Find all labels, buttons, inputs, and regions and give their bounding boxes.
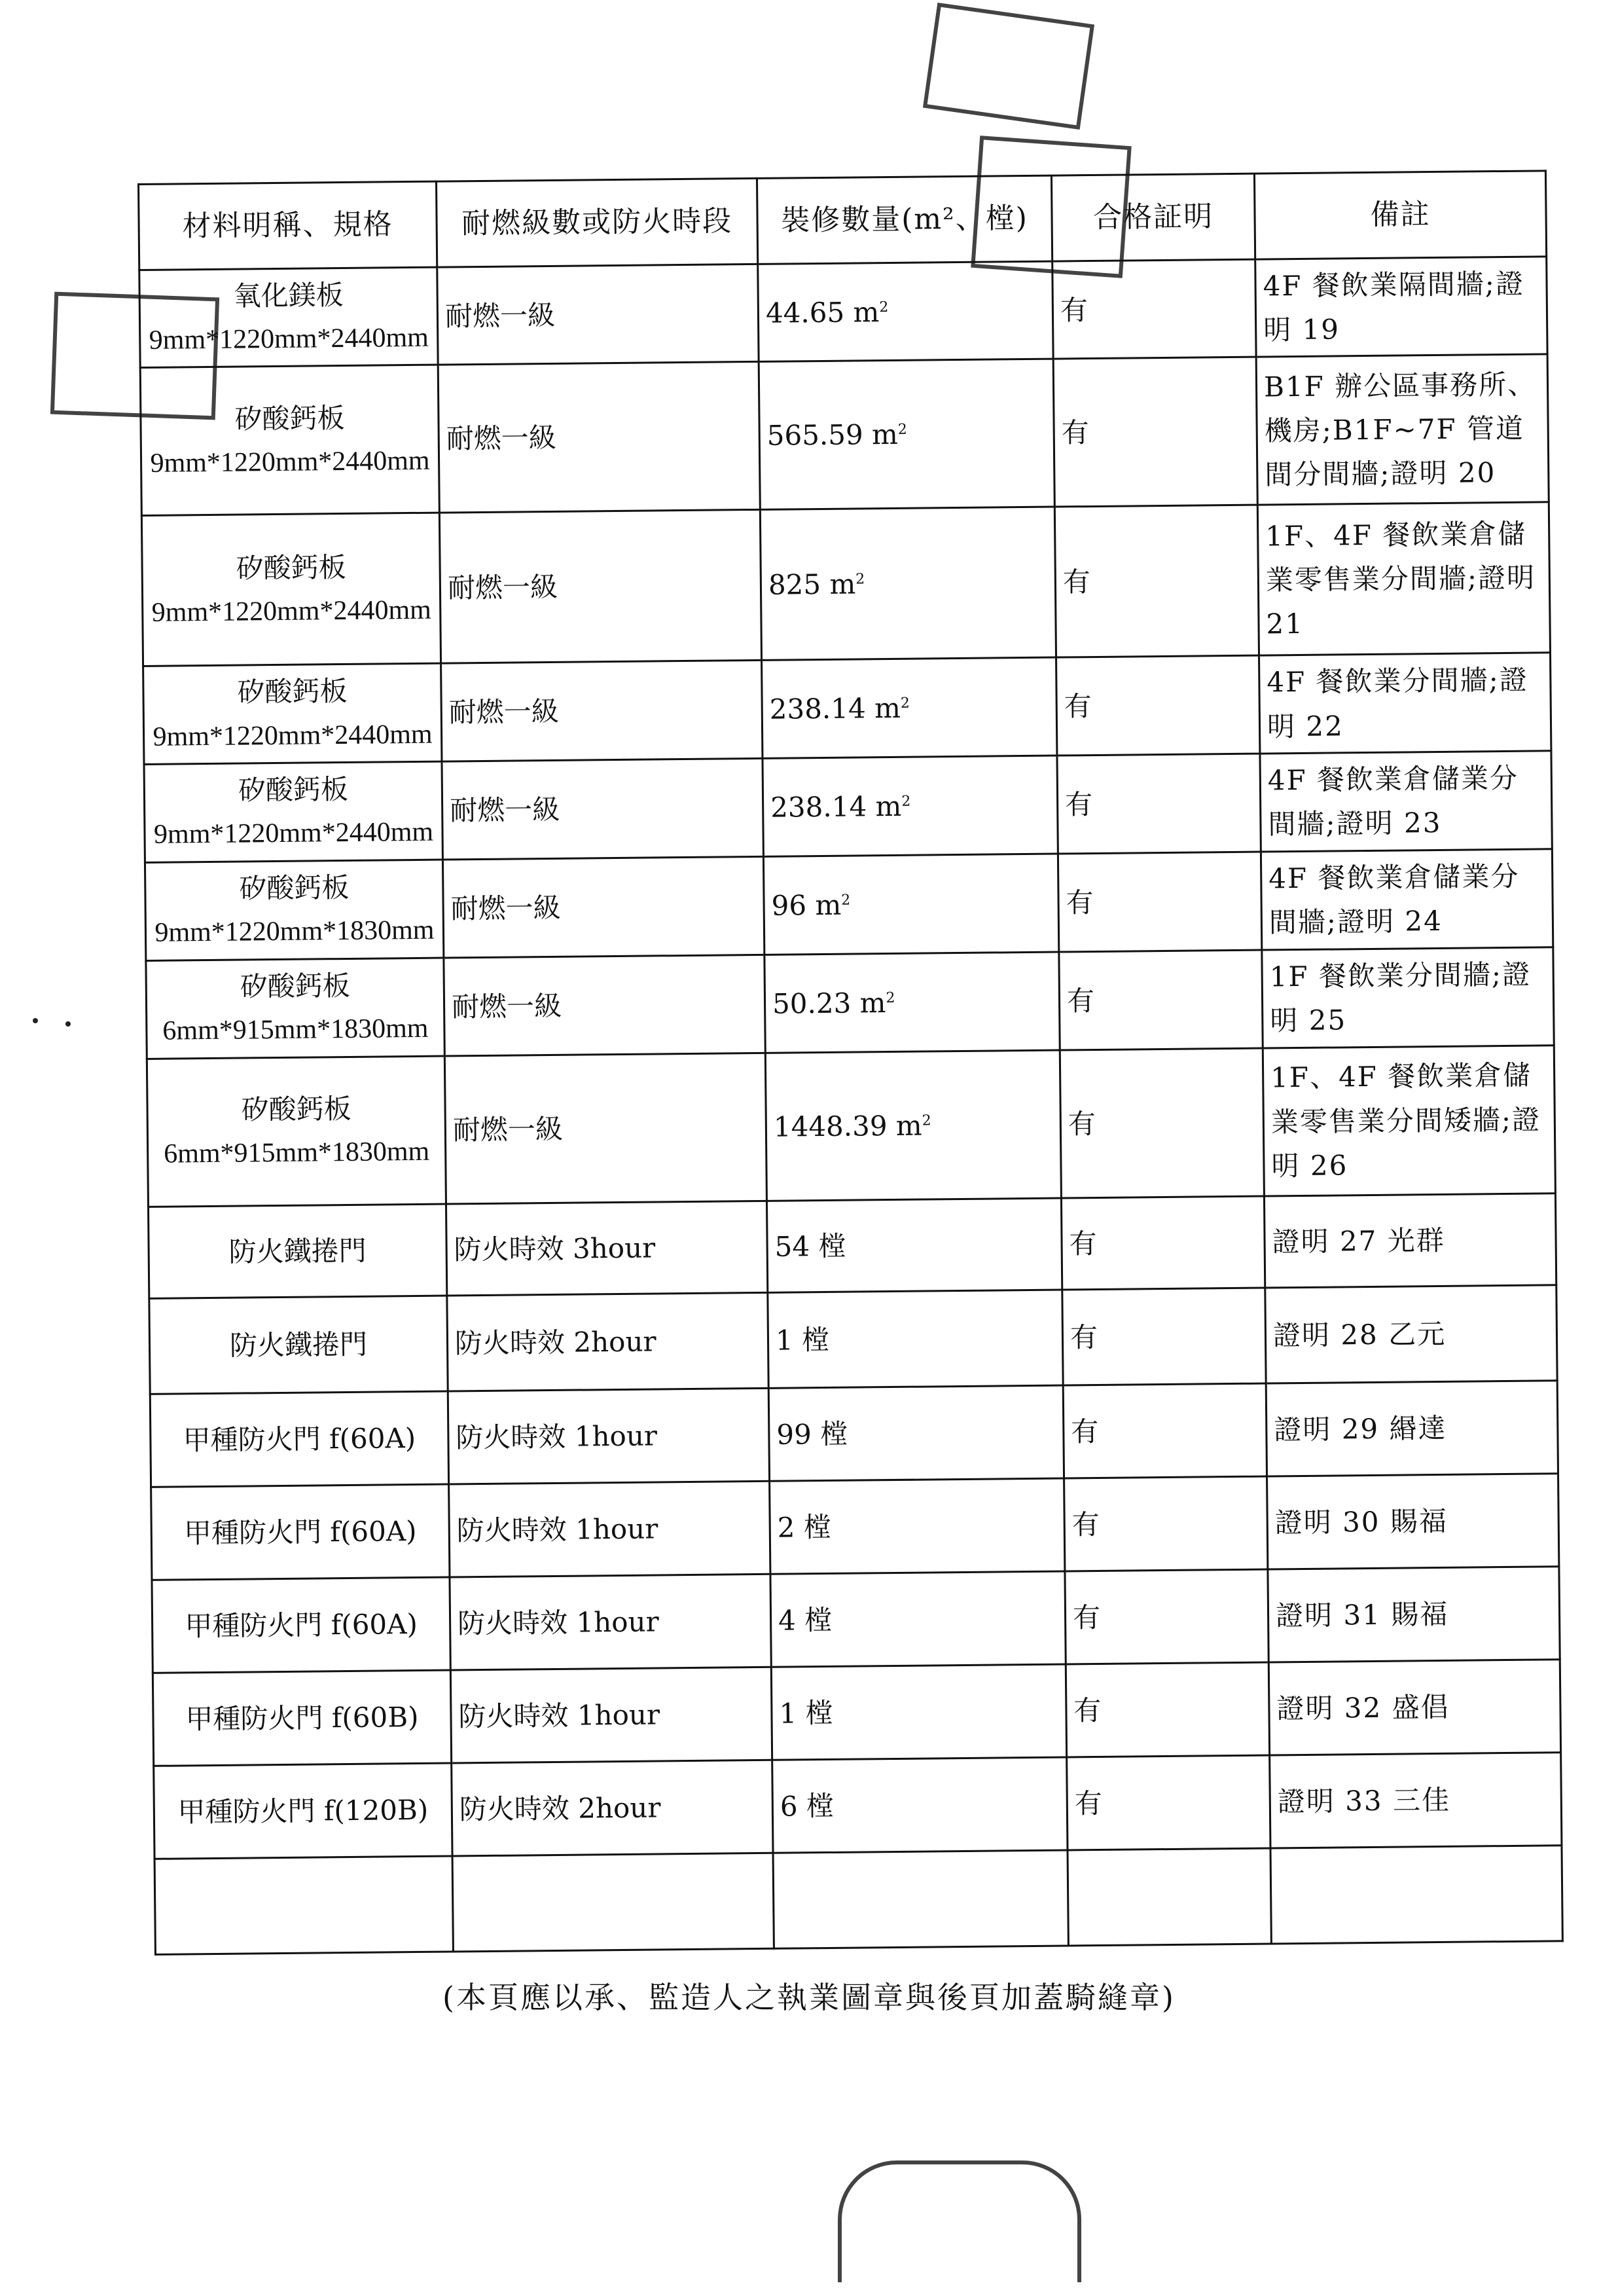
cell-quantity	[772, 1757, 1068, 1853]
cell-rating: 防火時效 1hour	[450, 1667, 772, 1763]
quantity-value: 4 樘	[778, 1603, 833, 1637]
table-body	[139, 257, 1563, 1954]
unit-superscript: 2	[841, 892, 851, 909]
table-row	[141, 502, 1550, 666]
material-spec: 9mm*1220mm*2440mm	[153, 816, 434, 850]
cell-rating: 耐燃一級	[439, 510, 761, 664]
table-row	[154, 1845, 1562, 1954]
cell-material	[143, 663, 442, 764]
cell-note: 證明 30 賜福	[1267, 1474, 1559, 1569]
cell-material	[150, 1391, 448, 1487]
cell-material	[149, 1296, 448, 1394]
quantity-value: 54 樘	[774, 1230, 846, 1263]
cell-certificate	[1068, 1848, 1271, 1946]
cell-rating: 防火時效 1hour	[450, 1574, 771, 1670]
cell-certificate: 有	[1060, 1048, 1264, 1198]
cell-certificate: 有	[1054, 505, 1259, 657]
unit-superscript: 2	[855, 571, 865, 588]
material-name: 矽酸鈣板	[236, 551, 346, 585]
quantity-value: 2 樘	[777, 1510, 832, 1544]
material-name: 甲種防火門 f(60A)	[185, 1607, 418, 1643]
cell-note	[1270, 1845, 1562, 1943]
material-name: 矽酸鈣板	[237, 675, 348, 708]
cell-quantity	[766, 1198, 1062, 1292]
header-material: 材料明稱、規格	[139, 181, 437, 270]
material-name: 矽酸鈣板	[234, 401, 345, 435]
cell-certificate: 有	[1053, 357, 1257, 507]
quantity-value: 1 樘	[779, 1696, 833, 1730]
cell-quantity	[770, 1478, 1065, 1574]
unit-superscript: 2	[879, 299, 889, 316]
material-spec: 9mm*1220mm*2440mm	[150, 445, 430, 479]
cell-certificate: 有	[1056, 655, 1260, 755]
table-row	[147, 1046, 1555, 1207]
material-name: 矽酸鈣板	[239, 871, 350, 905]
header-quantity: 裝修數量(m²、樘)	[757, 175, 1052, 264]
table-row	[149, 1194, 1556, 1299]
table-row	[150, 1381, 1558, 1487]
table-row	[146, 947, 1554, 1059]
cell-material	[144, 761, 442, 862]
cell-rating: 防火時效 1hour	[448, 1388, 769, 1484]
scan-speck	[33, 1018, 38, 1023]
seal-stamp-top	[923, 3, 1094, 130]
material-name: 甲種防火門 f(60A)	[183, 1421, 416, 1457]
material-name: 防火鐵捲門	[228, 1234, 367, 1268]
cell-quantity	[764, 952, 1060, 1053]
cell-quantity	[771, 1664, 1066, 1760]
cell-quantity	[762, 657, 1057, 758]
cell-rating: 耐燃一級	[437, 264, 759, 365]
seal-stamp-bottom	[838, 2160, 1081, 2282]
cell-note: 證明 31 賜福	[1268, 1566, 1560, 1662]
cell-note: 4F 餐飲業隔間牆;證明 19	[1255, 257, 1547, 357]
quantity-value: 44.65 m	[765, 295, 880, 329]
cell-certificate: 有	[1066, 1662, 1269, 1757]
quantity-value: 238.14 m	[769, 691, 901, 725]
unit-superscript: 2	[901, 793, 911, 810]
cell-material	[154, 1856, 453, 1954]
cell-rating: 耐燃一級	[442, 856, 764, 958]
cell-material	[152, 1577, 450, 1673]
cell-note: 證明 29 緡達	[1266, 1381, 1558, 1476]
table-row	[144, 751, 1552, 863]
table-row	[145, 849, 1553, 961]
material-spec: 9mm*1220mm*1830mm	[154, 915, 435, 949]
cell-note: B1F 辦公區事務所、機房;B1F~7F 管道間分間牆;證明 20	[1256, 354, 1549, 505]
cell-quantity	[759, 359, 1054, 509]
cell-material	[147, 1056, 446, 1207]
unit-superscript: 2	[900, 695, 910, 712]
cell-material	[151, 1484, 450, 1580]
material-name: 矽酸鈣板	[241, 1092, 351, 1126]
cell-certificate: 有	[1065, 1569, 1268, 1664]
cell-quantity	[763, 854, 1058, 955]
header-note: 備註	[1254, 171, 1546, 259]
cell-certificate: 有	[1064, 1476, 1268, 1571]
unit-superscript: 2	[922, 1112, 931, 1129]
quantity-value: 99 樘	[776, 1417, 848, 1451]
cell-quantity	[758, 261, 1053, 362]
cell-rating: 耐燃一級	[438, 362, 760, 513]
table-row	[151, 1474, 1559, 1580]
quantity-value: 565.59 m	[766, 418, 899, 452]
table-row	[153, 1659, 1560, 1766]
cell-rating	[452, 1853, 774, 1952]
material-spec: 9mm*1220mm*2440mm	[153, 719, 433, 752]
materials-table	[137, 170, 1564, 1955]
table-header-row	[139, 171, 1547, 270]
material-name: 防火鐵捲門	[229, 1328, 368, 1362]
material-spec: 9mm*1220mm*2440mm	[151, 594, 431, 628]
cell-rating: 耐燃一級	[441, 661, 763, 761]
quantity-value: 1448.39 m	[773, 1109, 922, 1143]
table-row	[143, 653, 1551, 764]
material-name: 甲種防火門 f(120B)	[177, 1793, 429, 1829]
cell-note: 1F 餐飲業分間牆;證明 25	[1262, 947, 1554, 1048]
cell-rating: 耐燃一級	[444, 1053, 766, 1204]
material-spec: 9mm*1220mm*2440mm	[149, 322, 429, 356]
cell-quantity	[773, 1850, 1068, 1948]
material-name: 矽酸鈣板	[240, 970, 351, 1003]
cell-note: 證明 32 盛倡	[1268, 1659, 1560, 1755]
quantity-value: 96 m	[771, 888, 842, 922]
cell-certificate: 有	[1061, 1196, 1265, 1290]
cell-quantity	[763, 756, 1058, 856]
cell-material	[153, 1670, 451, 1766]
cell-note: 4F 餐飲業分間牆;證明 22	[1259, 653, 1551, 754]
cell-quantity	[765, 1050, 1061, 1201]
cell-note: 1F、4F 餐飲業倉儲業零售業分間牆;證明 21	[1257, 502, 1550, 655]
cell-rating: 防火時效 2hour	[452, 1760, 773, 1856]
cell-material	[146, 958, 444, 1059]
unit-superscript: 2	[886, 989, 895, 1006]
cell-rating: 防火時效 3hour	[446, 1201, 767, 1296]
material-name: 矽酸鈣板	[238, 773, 349, 807]
cell-rating: 耐燃一級	[442, 758, 763, 860]
cell-material	[154, 1763, 452, 1859]
quantity-value: 825 m	[768, 568, 856, 602]
quantity-value: 238.14 m	[770, 790, 902, 824]
cell-material	[145, 860, 443, 960]
material-name: 甲種防火門 f(60B)	[185, 1700, 419, 1736]
cell-certificate: 有	[1058, 852, 1261, 952]
cell-certificate: 有	[1067, 1755, 1270, 1850]
footnote: (本頁應以承、監造人之執業圖章與後頁加蓋騎縫章)	[442, 1980, 1176, 2015]
cell-quantity	[768, 1290, 1063, 1388]
cell-rating: 防火時效 1hour	[449, 1481, 770, 1577]
material-name: 氧化鎂板	[233, 278, 344, 312]
cell-note: 證明 28 乙元	[1265, 1285, 1557, 1383]
cell-material	[139, 267, 438, 368]
table-row	[140, 354, 1549, 516]
table-row	[149, 1285, 1557, 1394]
header-rating: 耐燃級數或防火時段	[436, 178, 757, 267]
table-row	[152, 1566, 1560, 1673]
cell-quantity	[760, 507, 1056, 660]
header-certificate: 合格証明	[1051, 173, 1255, 261]
cell-material	[140, 365, 439, 515]
cell-note: 證明 33 三佳	[1270, 1752, 1562, 1848]
cell-certificate: 有	[1063, 1383, 1267, 1478]
cell-rating: 防火時效 2hour	[447, 1292, 768, 1391]
cell-material	[141, 513, 440, 666]
cell-quantity	[768, 1385, 1064, 1481]
cell-material	[149, 1204, 447, 1298]
scan-speck	[65, 1021, 71, 1027]
quantity-value: 6 樘	[780, 1789, 835, 1823]
material-spec: 6mm*915mm*1830mm	[164, 1137, 430, 1169]
cell-note: 1F、4F 餐飲業倉儲業零售業分間矮牆;證明 26	[1263, 1046, 1555, 1196]
cell-certificate: 有	[1062, 1288, 1266, 1385]
cell-quantity	[770, 1571, 1066, 1667]
cell-certificate: 有	[1059, 950, 1263, 1050]
cell-rating: 耐燃一級	[444, 955, 765, 1056]
cell-note: 4F 餐飲業倉儲業分間牆;證明 23	[1260, 751, 1552, 852]
cell-certificate: 有	[1057, 754, 1261, 854]
material-name	[162, 1904, 445, 1906]
table-row	[139, 257, 1547, 368]
cell-note: 證明 27 光群	[1264, 1194, 1556, 1288]
cell-certificate: 有	[1052, 259, 1256, 359]
cell-note: 4F 餐飲業倉儲業分間牆;證明 24	[1261, 849, 1553, 950]
material-name: 甲種防火門 f(60A)	[183, 1514, 417, 1550]
unit-superscript: 2	[897, 422, 907, 439]
quantity-value: 50.23 m	[772, 986, 886, 1020]
quantity-value: 1 樘	[775, 1323, 830, 1357]
table-row	[154, 1752, 1562, 1859]
material-spec: 6mm*915mm*1830mm	[162, 1013, 429, 1046]
